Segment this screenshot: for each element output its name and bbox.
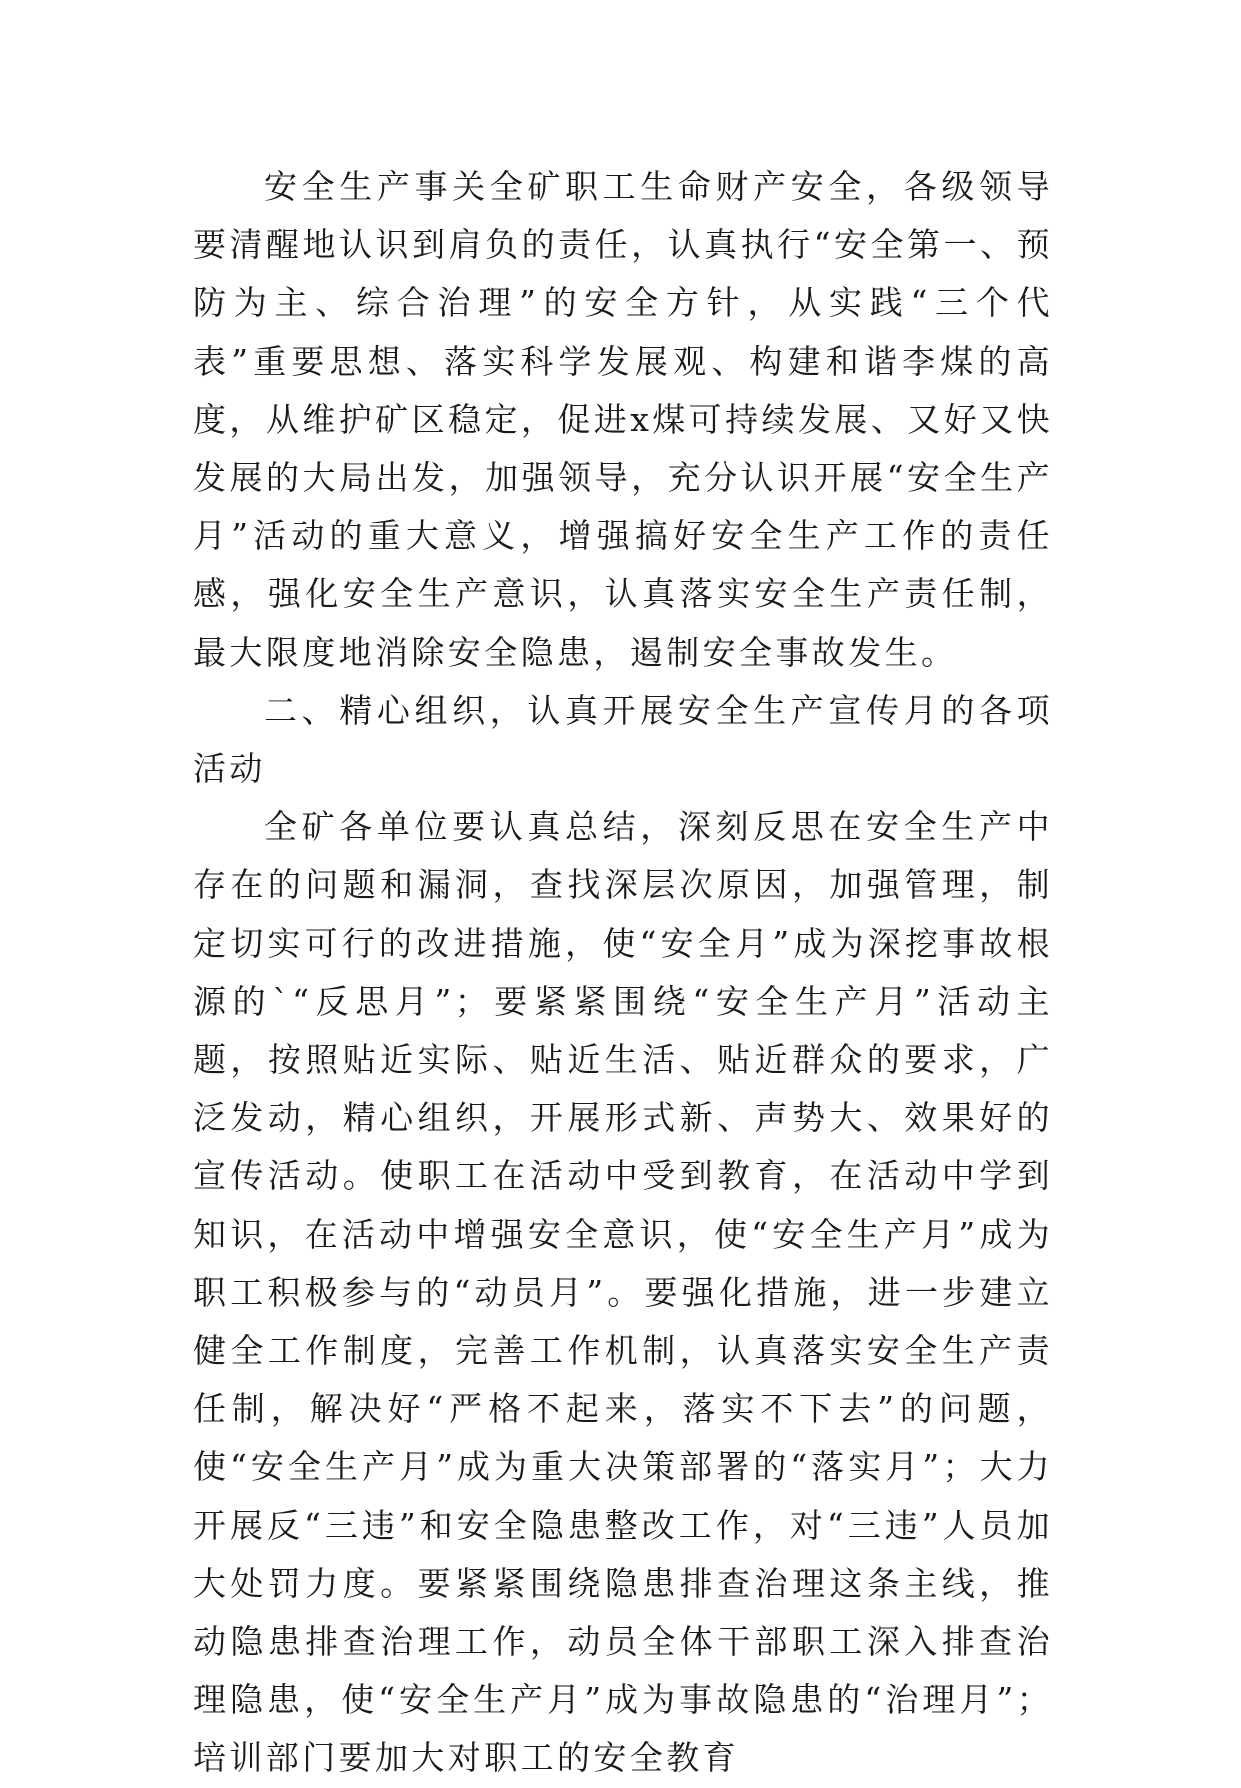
paragraph-activities: 全矿各单位要认真总结，深刻反思在安全生产中存在的问题和漏洞，查找深层次原因，加强管理，制定切实可行的改进措施，使“安全月”成为深挖事故根源的`“反思月”；要紧紧围绕“安全生产月”活动主题，按照贴近实际、贴近生活、贴近群众的要求，广泛发动，精心组织，开展形式新、声势大、效果好的宣传活动。使职工在活动中受到教育，在活动中学到知识，在活动中增强安全意识，使“安全生产月”成为职工积极参与的“动员月”。要强化措施，进一步建立健全工作制度，完善工作机制，认真落实安全生产责任制，解决好“严格不起来，落实不下去”的问题，使“安全生产月”成为重大决策部署的“落实月”；大力开展反“三违”和安全隐患整改工作，对“三违”人员加大处罚力度。要紧紧围绕隐患排查治理这条主线，推动隐患排查治理工作，动员全体干部职工深入排查治理隐患，使“安全生产月”成为事故隐患的“治理月”；培训部门要加大对职工的安全教育 <box>193 807 1053 1778</box>
paragraph-safety-responsibility: 安全生产事关全矿职工生命财产安全，各级领导要清醒地认识到肩负的责任，认真执行“安全第一、预防为主、综合治理”的安全方针，从实践“三个代表”重要思想、落实科学发展观、构建和谐李煤的高度，从维护矿区稳定，促进x煤可持续发展、又好又快发展的大局出发，加强领导，充分认识开展“安全生产月”活动的重大意义，增强搞好安全生产工作的责任感，强化安全生产意识，认真落实安全生产责任制，最大限度地消除安全隐患，遏制安全事故发生。 <box>193 167 1053 672</box>
section-heading: 二、精心组织，认真开展安全生产宣传月的各项活动 <box>193 690 1053 789</box>
document-body <box>193 158 1053 1788</box>
